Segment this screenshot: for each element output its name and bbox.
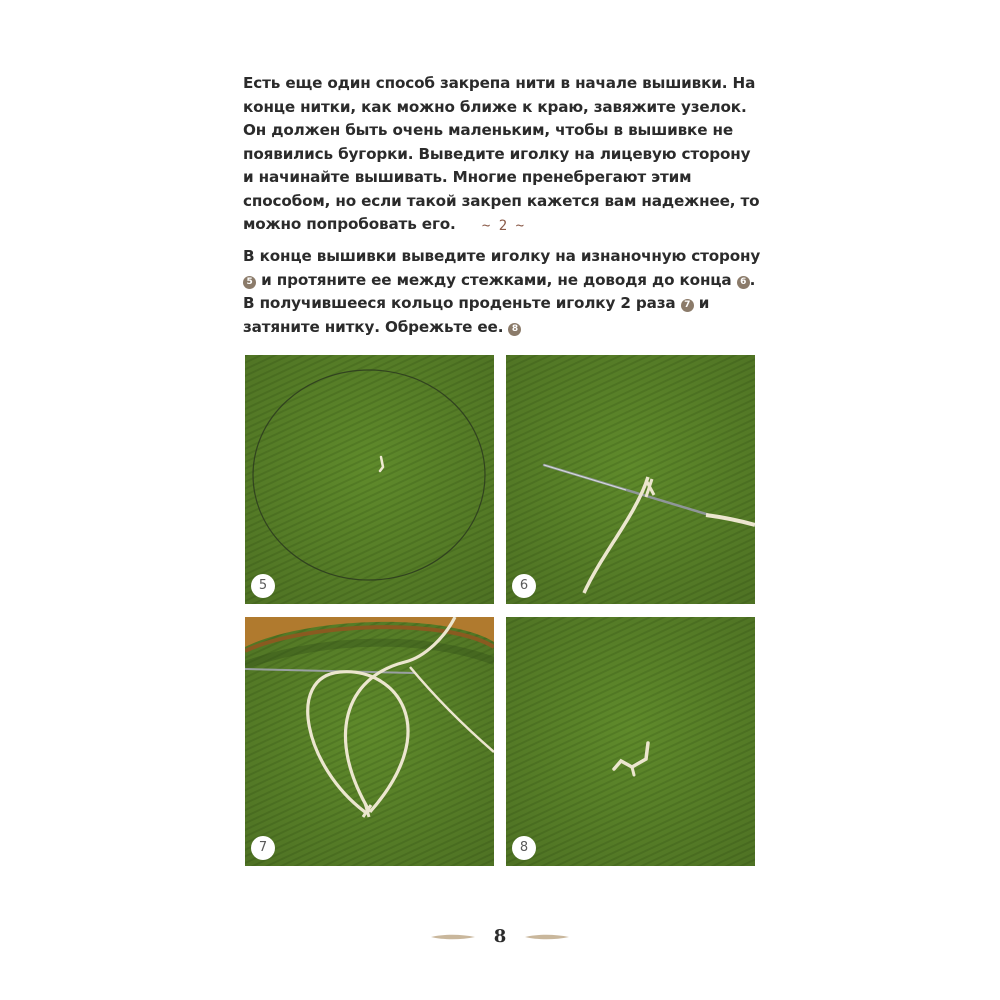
step-badge-5: 5	[251, 574, 275, 598]
finished-knot-image	[506, 617, 755, 866]
instruction-text-3: . В получившееся кольцо проденьте иголку 2 раза	[243, 270, 756, 312]
step-badge-8: 8	[512, 836, 536, 860]
step-ref-7: 7	[681, 299, 694, 312]
left-ornament-icon	[431, 933, 475, 941]
fabric-circle-image	[245, 355, 494, 604]
instruction-text-1: В конце вышивки выведите иголку на изнаночную сторону	[243, 247, 761, 265]
photo-step-5	[245, 355, 494, 604]
step-badge-7: 7	[251, 836, 275, 860]
step-ref-8: 8	[508, 323, 521, 336]
page-number: 8	[493, 926, 507, 947]
intro-paragraph: Есть еще один способ закрепа нити в начале вышивки. На конце нитки, как можно ближе к краю, завяжите узелок. Он должен быть очень маленьким, чтобы в вышивке не появились бугорки. Выведите иголку на лицевую сторону и начинайте вышивать. Многие пренебрегают этим способом, но если такой закреп кажется вам надежнее, то можно попробовать его.	[243, 74, 760, 233]
instruction-text-2: и протяните ее между стежками, не доводя до конца	[256, 270, 737, 289]
photo-step-6	[506, 355, 755, 604]
step-badge-6: 6	[512, 574, 536, 598]
instruction-paragraph	[243, 245, 763, 339]
needle-through-stitches-image	[506, 355, 755, 604]
photo-step-7	[245, 617, 494, 866]
photo-step-8	[506, 617, 755, 866]
right-ornament-icon	[525, 933, 569, 941]
step-ref-6: 6	[737, 276, 750, 289]
page-footer	[0, 926, 1000, 947]
step-ref-5: 5	[243, 276, 256, 289]
needle-through-loop-image	[245, 617, 494, 866]
section-marker: ~ 2 ~	[481, 218, 525, 234]
instruction-text-4: и затяните нитку. Обрежьте ее.	[243, 294, 710, 336]
